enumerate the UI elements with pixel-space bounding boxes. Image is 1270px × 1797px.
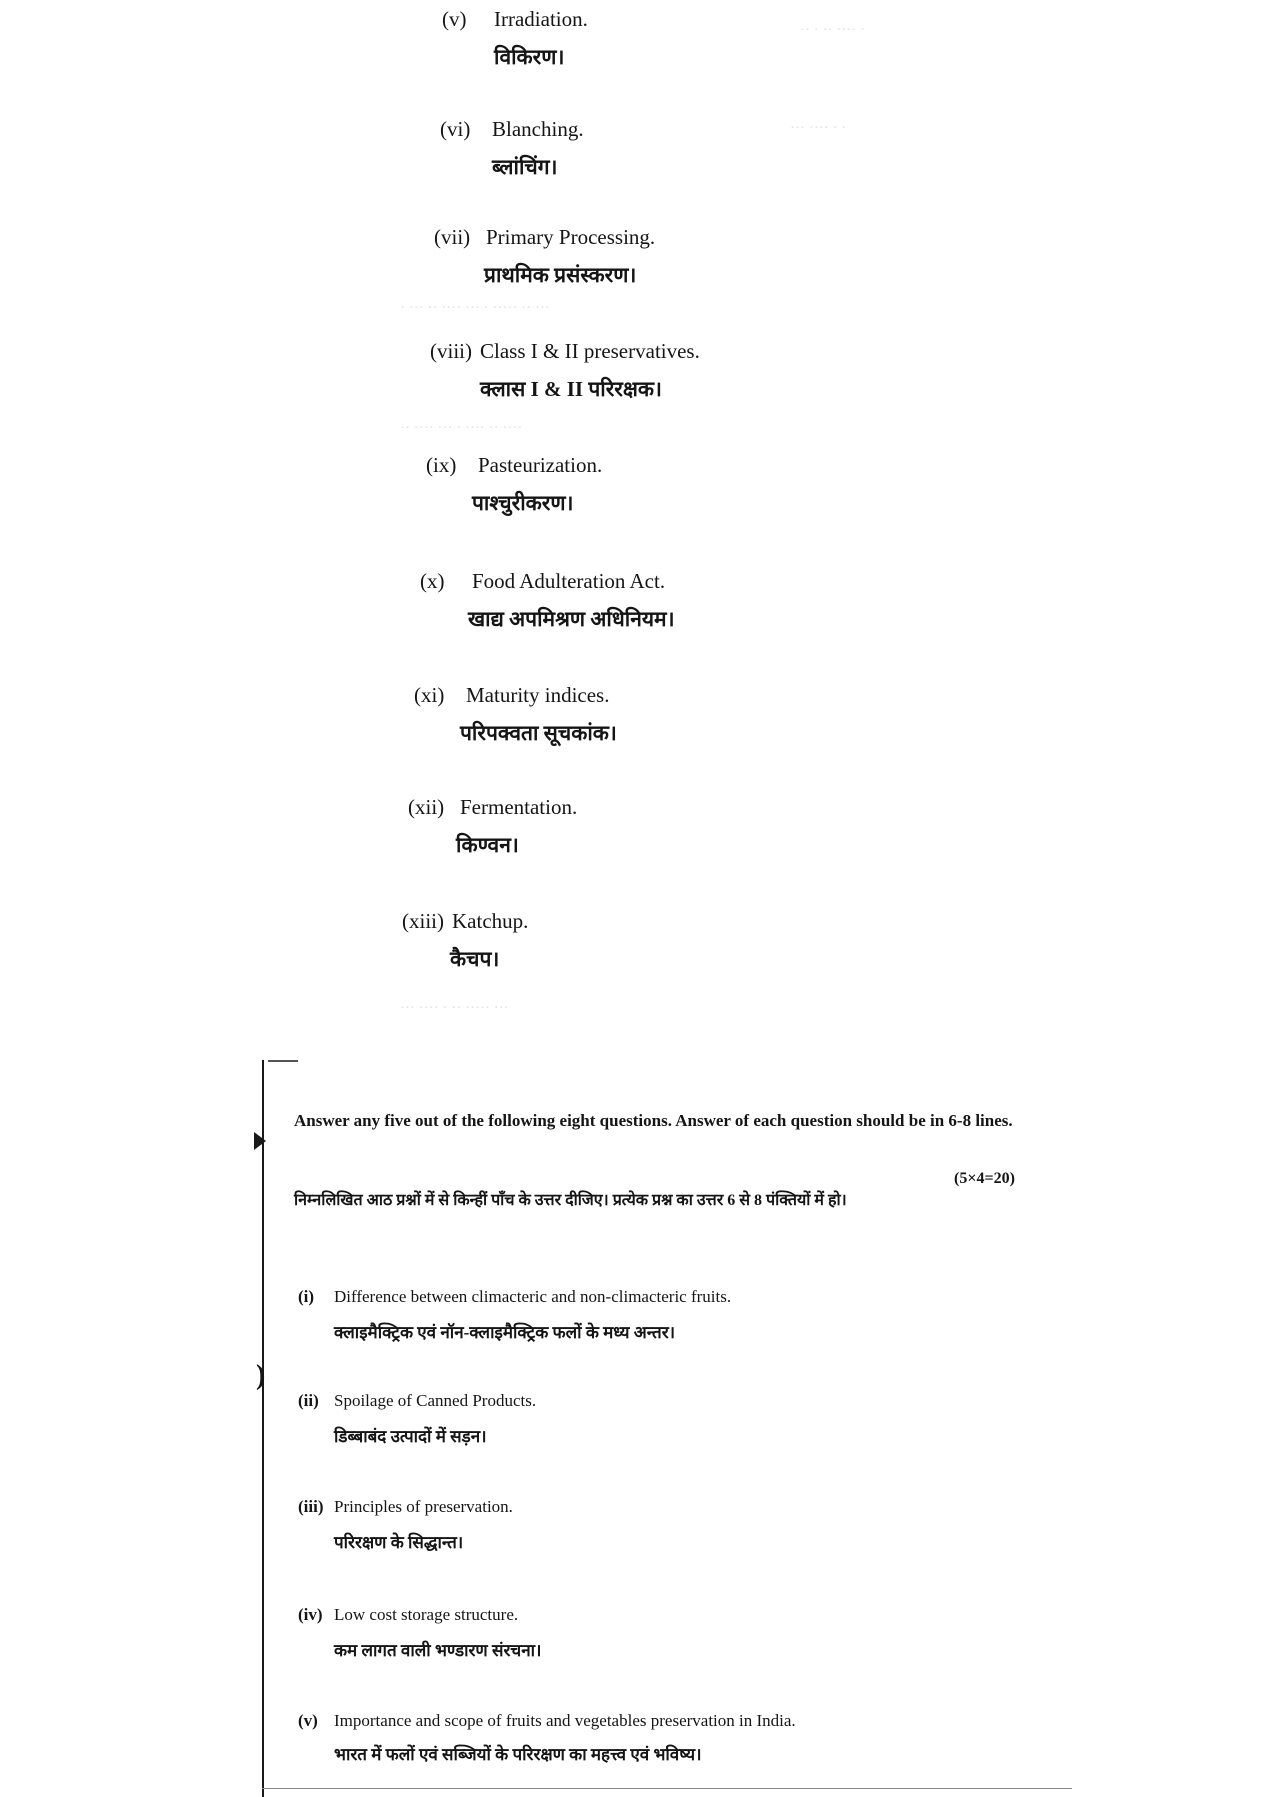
short-answer-item bbox=[430, 338, 700, 402]
question-number: (iv) bbox=[298, 1605, 323, 1624]
question-text-hi: क्लाइमैक्ट्रिक एवं नॉन-क्लाइमैक्ट्रिक फलों के मध्य अन्तर। bbox=[334, 1323, 676, 1342]
item-text-en: Pasteurization. bbox=[478, 453, 603, 477]
question-text-hi: परिरक्षण के सिद्धान्त। bbox=[334, 1533, 464, 1552]
bleed-through-text: ·· · ·· ···· · bbox=[800, 22, 865, 38]
question-text-en: Principles of preservation. bbox=[334, 1497, 513, 1516]
item-number: (ix) bbox=[426, 453, 457, 477]
item-text-hi: क्लास I & II परिरक्षक। bbox=[480, 377, 663, 401]
item-text-hi: प्राथमिक प्रसंस्करण। bbox=[484, 263, 637, 287]
question-text-en: Importance and scope of fruits and vegetables preservation in India. bbox=[334, 1711, 796, 1730]
sheet-corner-mark bbox=[268, 1060, 298, 1078]
question-number: (v) bbox=[298, 1711, 318, 1730]
question-item bbox=[298, 1390, 536, 1448]
item-text-en: Primary Processing. bbox=[486, 225, 656, 249]
bleed-through-text: ··· ···· · ·· ····· ··· bbox=[400, 1000, 509, 1016]
item-text-en: Katchup. bbox=[452, 909, 529, 933]
short-answer-item bbox=[402, 908, 528, 972]
item-number: (xi) bbox=[414, 683, 445, 707]
item-number: (vi) bbox=[440, 117, 471, 141]
short-answer-item bbox=[426, 452, 602, 516]
question-text-en: Difference between climacteric and non-climacteric fruits. bbox=[334, 1287, 732, 1306]
item-text-en: Fermentation. bbox=[460, 795, 578, 819]
question-number: (i) bbox=[298, 1287, 315, 1306]
question-text-hi: भारत में फलों एवं सब्जियों के परिरक्षण का महत्त्व एवं भविष्य। bbox=[334, 1745, 702, 1764]
question-item bbox=[298, 1604, 542, 1662]
short-answer-item bbox=[420, 568, 675, 632]
item-text-en: Class I & II preservatives. bbox=[480, 339, 700, 363]
item-text-hi: कैचप। bbox=[450, 947, 500, 971]
marks-allocation: (5×4=20) bbox=[954, 1170, 1015, 1187]
item-text-en: Food Adulteration Act. bbox=[472, 569, 666, 593]
short-answer-item bbox=[414, 682, 617, 746]
question-item bbox=[298, 1496, 513, 1554]
item-number: (xiii) bbox=[402, 909, 444, 933]
question-text-hi: डिब्बाबंद उत्पादों में सड़न। bbox=[334, 1427, 487, 1446]
item-text-en: Irradiation. bbox=[494, 7, 588, 31]
short-answer-item bbox=[408, 794, 577, 858]
instruction-hi: निम्नलिखित आठ प्रश्नों में से किन्हीं पाँच के उत्तर दीजिए। प्रत्येक प्रश्न का उत्तर 6 से 8 पंक्तियों में हो। bbox=[294, 1192, 847, 1209]
item-text-en: Blanching. bbox=[492, 117, 584, 141]
bleed-through-text: ··· ···· · · bbox=[790, 120, 847, 136]
item-number: (v) bbox=[442, 7, 467, 31]
item-text-hi: विकिरण। bbox=[494, 45, 565, 69]
instruction-en: Answer any five out of the following eight questions. Answer of each question should be in 6-8 lines. bbox=[294, 1111, 1013, 1130]
bleed-through-text: ·· ···· ··· · ···· ·· ···· bbox=[400, 420, 523, 436]
question-text-en: Spoilage of Canned Products. bbox=[334, 1391, 537, 1410]
item-text-hi: किण्वन। bbox=[456, 833, 519, 857]
item-text-hi: खाद्य अपमिश्रण अधिनियम। bbox=[468, 607, 675, 631]
item-text-hi: परिपक्वता सूचकांक। bbox=[460, 721, 617, 745]
short-answer-item bbox=[442, 6, 588, 70]
item-number: (x) bbox=[420, 569, 445, 593]
item-text-hi: पाश्चुरीकरण। bbox=[472, 491, 574, 515]
question-number: (iii) bbox=[298, 1497, 324, 1516]
bleed-through-text: · ··· ·· ···· ··· · ····· ·· ··· bbox=[400, 300, 550, 316]
question-sheet-section bbox=[256, 1060, 1090, 1797]
item-text-hi: ब्लांचिंग। bbox=[492, 155, 558, 179]
short-answer-item bbox=[440, 116, 584, 180]
item-text-en: Maturity indices. bbox=[466, 683, 610, 707]
binding-arrow-icon bbox=[254, 1132, 266, 1150]
question-text-en: Low cost storage structure. bbox=[334, 1605, 519, 1624]
item-number: (xii) bbox=[408, 795, 445, 819]
question-item bbox=[298, 1286, 731, 1344]
question-item bbox=[298, 1710, 796, 1766]
question-text-hi: कम लागत वाली भण्डारण संरचना। bbox=[334, 1641, 542, 1660]
question-number: (ii) bbox=[298, 1391, 319, 1410]
item-number: (vii) bbox=[434, 225, 471, 249]
item-number: (viii) bbox=[430, 339, 472, 363]
binding-bracket-mark: ) bbox=[256, 1360, 266, 1391]
page-bottom-rule bbox=[262, 1788, 1072, 1789]
short-answer-item bbox=[434, 224, 655, 288]
